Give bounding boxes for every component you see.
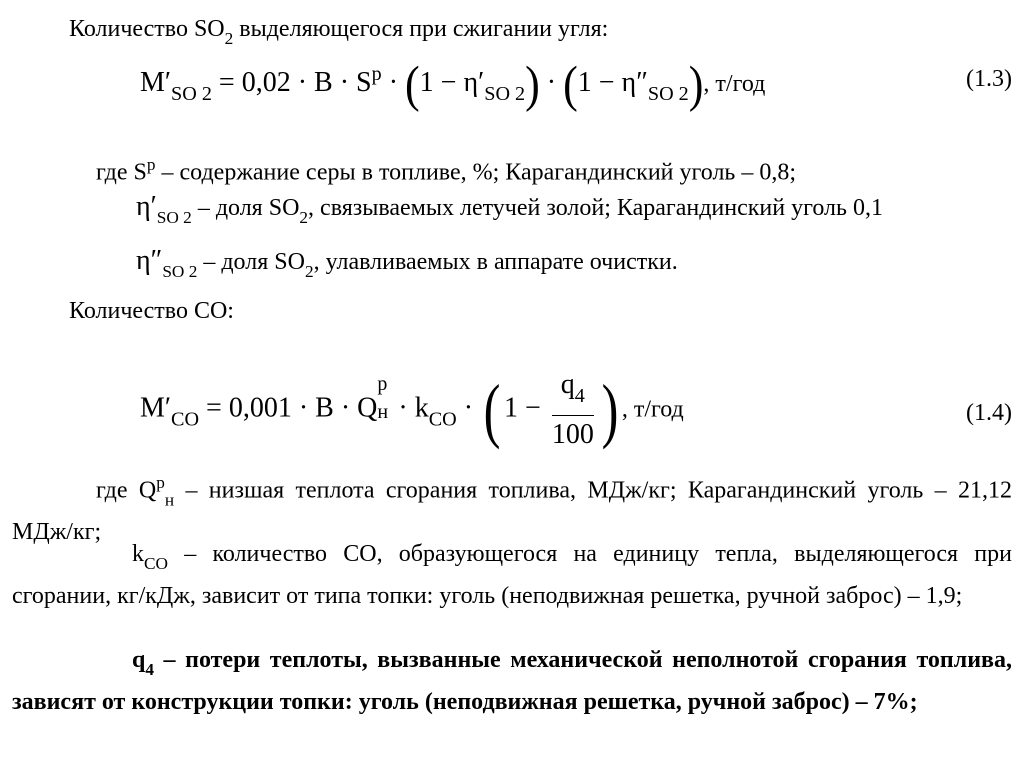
eq13-dot1: · [381,67,406,99]
eq14-lhs: M′ [140,392,172,424]
eta2-text1-sub: 2 [304,261,314,281]
where-q-text: – низшая теплота сгорания топлива, МДж/кг; Карагандинский уголь – 21,12 МДж/кг; [12,477,1013,546]
eq13-eta1-sub: SO 2 [484,83,526,106]
eq13-part1: = 0,02 · B · S [211,67,372,99]
eq14-unit: , т/год [621,396,684,423]
where-q-sup: р [156,473,165,492]
eta2-text1: – доля SO [197,249,305,275]
intro-so2-sub: 2 [224,28,234,48]
eq13-paren-close-1: ) [525,55,540,113]
eq13-one-minus-2: 1 − η″ [577,67,648,99]
where-q-prefix: где Q [96,477,157,504]
eq13-sp-sup: p [371,63,382,85]
q4-symbol: q [132,647,146,673]
eq13-number: (1.3) [966,66,1012,92]
eq14-dot2: · [456,392,481,424]
eq14-number: (1.4) [966,400,1012,426]
eq14-q-sup: p [377,373,388,396]
eq14-paren-close: ) [601,370,619,451]
eq13-paren-open-2: ( [563,55,578,113]
eq13-dot2: · [539,67,564,99]
eq14-q-scripts [377,373,391,424]
equation-1-4 [140,368,684,452]
q4-text: – потери теплоты, вызванные механической неполнотой сгорания топлива, зависят от конструкции топки: уголь (неподвижная решетка, ручной заброс) – 7%; [12,647,1012,715]
eq14-paren-open: ( [483,370,501,451]
q4-sub: 4 [145,659,154,679]
eq14-dot1: · k [391,392,429,424]
eq13-lhs: M′ [140,67,172,99]
kco-paragraph [12,538,1012,613]
kco-text: – количество CO, образующегося на единицу тепла, выделяющегося при сгорании, кг/кДж, зависит от типа топки: уголь (неподвижная решетка, ручной заброс) – 1,9; [12,541,1012,609]
eq14-part1: = 0,001 · B · Q [199,392,378,424]
where-q-paragraph [12,466,1012,549]
where-q-sub: н [164,490,175,510]
eta1-text1: – доля SO [191,195,300,221]
eq13-one-minus-1: 1 − η′ [419,67,485,99]
eq14-k-sub: CO [428,408,457,431]
where-sp-prefix: где S [96,159,147,186]
eta2-text2: , улавливаемых в аппарате очистки. [313,249,678,275]
eq14-frac-num: q [560,369,575,400]
eq13-eta2-sub: SO 2 [647,83,689,106]
where-sp-text: – содержание серы в топливе, %; Карагандинский уголь – 0,8; [155,159,797,186]
where-sp-line [96,150,796,188]
eq13-paren-open-1: ( [405,55,420,113]
eta1-text1-sub: 2 [299,207,309,227]
kco-sub: CO [144,553,168,573]
equation-1-3 [140,54,765,114]
eta2-definition [136,246,678,287]
intro-so2-tail: выделяющегося при сжигании угля: [233,16,609,42]
eq13-paren-close-2: ) [688,55,704,113]
eta2-sub: SO 2 [162,261,198,281]
eq13-lhs-sub: SO 2 [171,83,212,106]
eq14-fraction-num [552,368,594,416]
eta2-symbol: η″ [136,245,163,276]
q4-paragraph [12,644,1012,719]
eq14-frac-den: 100 [551,419,594,451]
intro-so2 [69,14,608,54]
kco-symbol: k [132,541,144,567]
eq14-q-sub: н [377,401,389,424]
where-sp-sup: p [146,155,156,174]
eta1-symbol: η′ [136,191,157,222]
intro-so2-text: Количество SO [69,16,225,42]
eq14-one-minus: 1 − [504,392,548,424]
intro-co: Количество CO: [69,298,234,324]
eta1-sub: SO 2 [156,207,192,227]
eta1-definition [136,192,883,233]
eq14-fraction [552,368,594,452]
eq14-frac-num-sub: 4 [574,385,585,408]
eq13-unit: , т/год [703,71,766,98]
eq14-lhs-sub: CO [171,408,200,431]
eta1-text2: , связываемых летучей золой; Карагандинский уголь 0,1 [308,195,883,221]
